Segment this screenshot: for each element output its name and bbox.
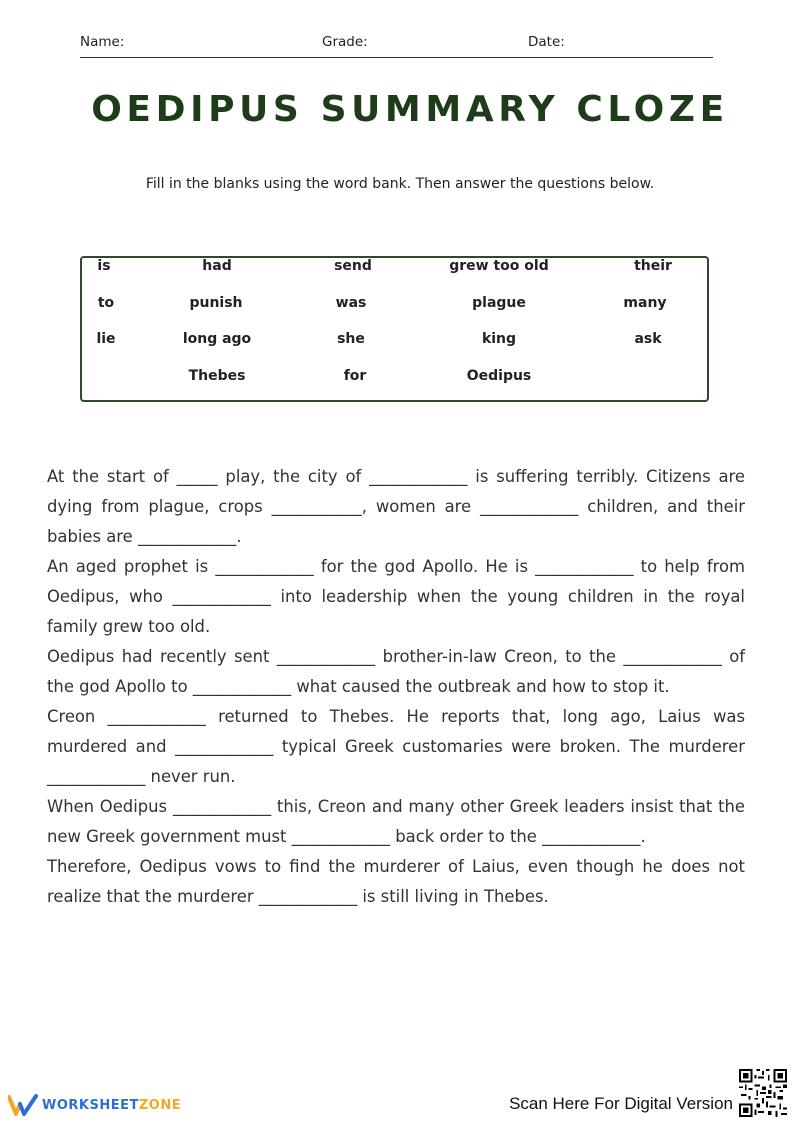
word-bank-item: plague — [472, 295, 526, 311]
word-bank-item: ask — [634, 331, 662, 347]
word-bank-item: grew too old — [449, 258, 549, 274]
word-bank-item: punish — [189, 295, 243, 311]
worksheet-title: OEDIPUS SUMMARY CLOZE — [91, 89, 729, 130]
passage-paragraph: Therefore, Oedipus vows to find the murderer of Laius, even though he does not realize that the murderer ____________ is still living in Thebes. — [47, 857, 745, 906]
date-label: Date: — [528, 34, 565, 50]
word-bank-item: long ago — [182, 331, 252, 347]
brand-name: WORKSHEETZONE — [42, 1097, 182, 1113]
word-bank-item: king — [481, 331, 517, 347]
word-bank-item: Thebes — [188, 368, 246, 384]
word-bank-item: is — [97, 258, 111, 274]
qr-code-icon[interactable] — [739, 1069, 787, 1117]
cloze-passage — [47, 462, 745, 912]
word-bank-item: their — [634, 258, 672, 274]
passage-paragraph: When Oedipus ____________ this, Creon and many other Greek leaders insist that the new Greek government must ____________ back order to the ____________. — [47, 797, 745, 846]
word-bank-item: Oedipus — [466, 368, 532, 384]
word-bank-item: to — [97, 295, 115, 311]
word-bank-item: for — [343, 368, 367, 384]
word-bank-item: send — [334, 258, 372, 274]
student-info-header — [80, 29, 713, 58]
instructions: Fill in the blanks using the word bank. Then answer the questions below. — [145, 176, 655, 192]
passage-paragraph: Oedipus had recently sent ____________ brother-in-law Creon, to the ____________ of the god Apollo to ____________ what caused the outbreak and how to stop it. — [47, 647, 745, 696]
scan-instruction: Scan Here For Digital Version — [509, 1094, 733, 1113]
passage-paragraph: At the start of _____ play, the city of ____________ is suffering terribly. Citizens are dying from plague, crops ___________, women are ____________ children, and their babies are ____________. — [47, 467, 745, 546]
word-bank-item: lie — [96, 331, 116, 347]
name-label: Name: — [80, 34, 125, 50]
word-bank — [80, 256, 709, 402]
word-bank-item: was — [335, 295, 367, 311]
worksheetzone-logo-icon — [8, 1094, 38, 1116]
passage-paragraph: An aged prophet is ____________ for the god Apollo. He is ____________ to help from Oedipus, who ____________ into leadership when the young children in the royal family grew too old. — [47, 557, 745, 636]
word-bank-item: she — [337, 331, 365, 347]
word-bank-item: many — [623, 295, 667, 311]
brand-logo — [8, 1092, 181, 1118]
passage-paragraph: Creon ____________ returned to Thebes. He reports that, long ago, Laius was murdered and ____________ typical Greek customaries were broken. The murderer ____________ never run. — [47, 707, 745, 786]
grade-label: Grade: — [322, 34, 368, 50]
word-bank-item: had — [202, 258, 232, 274]
